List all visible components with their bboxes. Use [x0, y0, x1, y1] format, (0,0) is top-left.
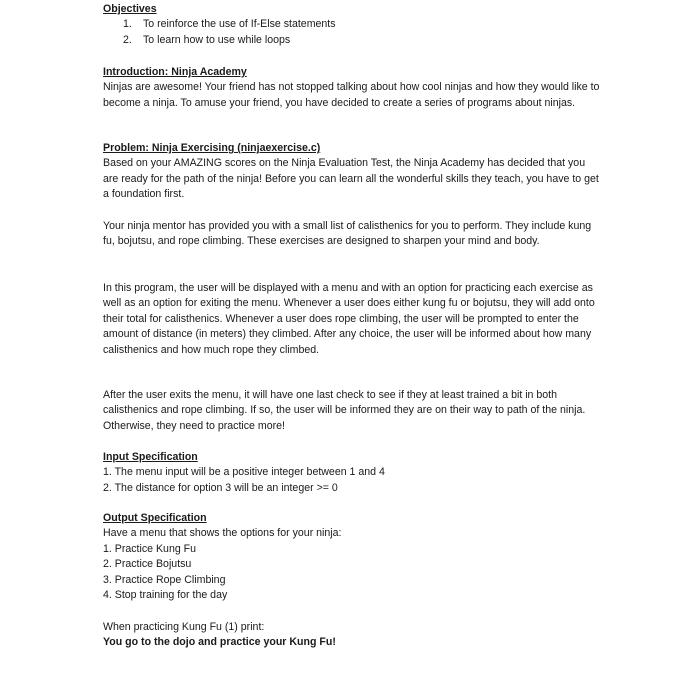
kungfu-prompt: When practicing Kung Fu (1) print: [103, 621, 265, 633]
list-item: 2. Practice Bojutsu [103, 558, 192, 571]
introduction-heading: Introduction: Ninja Academy [103, 66, 247, 78]
objectives-list [103, 17, 603, 48]
list-item: 1. The menu input will be a positive integer between 1 and 4 [103, 466, 385, 479]
problem-section [103, 141, 603, 203]
problem-paragraph-2: Your ninja mentor has provided you with a small list of calisthenics for you to perform. They include kung fu, bojutsu, and rope climbing. These exercises are designed to sharpen your mind and body. [103, 220, 592, 248]
kungfu-output: You go to the dojo and practice your Kung Fu! [103, 636, 336, 649]
list-item: 1. Practice Kung Fu [103, 542, 197, 555]
list-item: 4. Stop training for the day [103, 589, 228, 602]
problem-paragraph-4: After the user exits the menu, it will have one last check to see if they at least trained a bit in both calisthenics and rope climbing. If so, the user will be informed they are on their way to path of the ninja. Otherwise, they need to practice more! [103, 389, 586, 432]
problem-heading: Problem: Ninja Exercising (ninjaexercise.c) [103, 142, 321, 154]
list-item: 3. Practice Rope Climbing [103, 573, 226, 586]
problem-paragraph-3: In this program, the user will be displayed with a menu and with an option for practicing each exercise as well as an option for exiting the menu. Whenever a user does either kung fu or bojutsu, they will add onto their total for calisthenics. Whenever a user does rope climbing, the user will be prompted to enter the amount of distance (in meters) they climbed. After any choice, the user will be informed about how many calisthenics and how much rope they climbed. [103, 282, 595, 356]
output-spec-list [103, 542, 603, 604]
introduction-section [103, 65, 603, 111]
list-text: To learn how to use while loops [143, 33, 291, 46]
list-item [103, 17, 603, 32]
problem-paragraph-1: Based on your AMAZING scores on the Ninja Evaluation Test, the Ninja Academy has decided that you are ready for the path of the ninja! Before you can learn all the wonderful skills they teach, you have to get a foundation first. [103, 157, 599, 201]
kungfu-section [103, 620, 603, 651]
list-item: 2. The distance for option 3 will be an integer >= 0 [103, 481, 338, 494]
list-item [103, 33, 603, 48]
output-spec-section [103, 511, 603, 603]
objectives-heading: Objectives [103, 3, 157, 15]
introduction-body: Ninjas are awesome! Your friend has not stopped talking about how cool ninjas and how they would like to become a ninja. To amuse your friend, you have decided to create a series of programs about ninjas. [103, 81, 600, 109]
objectives-section [103, 2, 603, 48]
output-spec-intro: Have a menu that shows the options for your ninja: [103, 527, 342, 540]
input-spec-heading: Input Specification [103, 451, 198, 463]
list-text: To reinforce the use of If-Else statements [143, 18, 336, 31]
list-number: 2. [123, 33, 132, 46]
input-spec-section [103, 450, 603, 496]
output-spec-heading: Output Specification [103, 512, 207, 524]
input-spec-list [103, 465, 603, 496]
list-number: 1. [123, 18, 132, 31]
